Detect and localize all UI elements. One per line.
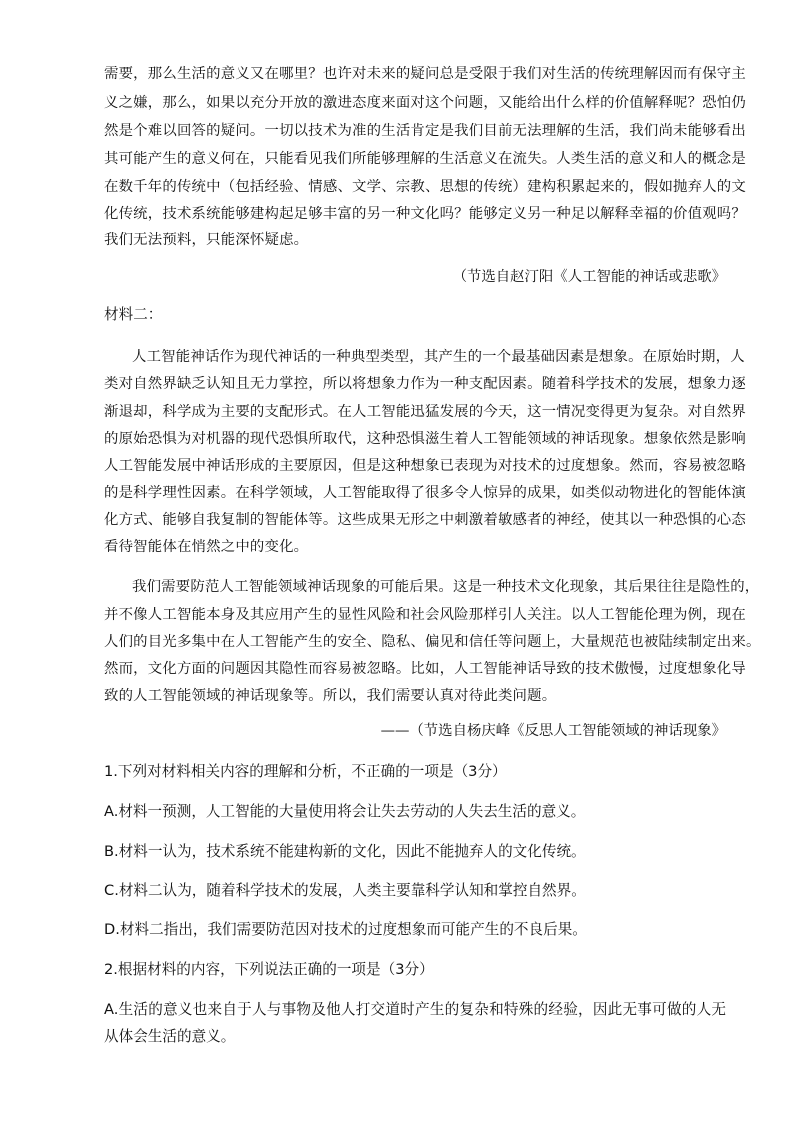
material2-para1-line: 人工智能发展中神话形成的主要原因，但是这种想象已表现为对技术的过度想象。然而，容易被忽略 (104, 458, 746, 474)
material2-para2-line: 人们的目光多集中在人工智能产生的安全、隐私、偏见和信任等问题上，大量规范也被陆续制定出来。 (104, 634, 761, 650)
material1-line: 需要，那么生活的意义又在哪里？也许对未来的疑问总是受限于我们对生活的传统理解因而有保守主 (104, 66, 746, 82)
question-1-option-d: D.材料二指出，我们需要防范因对技术的过度想象而可能产生的不良后果。 (104, 921, 587, 938)
material1-source: （节选自赵汀阳《人工智能的神话或悲歌》 (452, 269, 726, 285)
question-2-option-a-line: 从体会生活的意义。 (104, 1028, 236, 1045)
material2-para1-line: 人工智能神话作为现代神话的一种典型类型，其产生的一个最基础因素是想象。在原始时期，人 (132, 349, 745, 365)
material1-line: 然是个难以回答的疑问。一切以技术为准的生活肯定是我们目前无法理解的生活，我们尚未能够看出 (104, 123, 746, 139)
material1-line: 义之嫌，那么，如果以充分开放的激进态度来面对这个问题，又能给出什么样的价值解释呢？恐怕仍 (104, 95, 746, 111)
material2-para2-line: 并不像人工智能本身及其应用产生的显性风险和社会风险那样引人关注。以人工智能伦理为例，现在 (104, 607, 746, 623)
material1-line: 在数千年的传统中（包括经验、情感、文学、宗教、思想的传统）建构积累起来的，假如抛弃人的文 (104, 179, 746, 195)
material2-para1-line: 的是科学理性因素。在科学领域，人工智能取得了很多令人惊异的成果，如类似动物进化的智能体演 (104, 485, 746, 501)
material1-line: 其可能产生的意义何在，只能看见我们所能够理解的生活意义在流失。人类生活的意义和人的概念是 (104, 151, 746, 167)
question-1-option-b: B.材料一认为，技术系统不能建构新的文化，因此不能抛弃人的文化传统。 (104, 843, 586, 860)
question-1: 1.下列对材料相关内容的理解和分析，不正确的一项是（3分） (104, 763, 507, 780)
question-1-option-c: C.材料二认为，随着科学技术的发展，人类主要靠科学认知和掌控自然界。 (104, 882, 586, 899)
material1-line: 我们无法预料，只能深怀疑虑。 (104, 232, 309, 248)
question-2: 2.根据材料的内容，下列说法正确的一项是（3分） (104, 961, 434, 978)
material1-line: 化传统，技术系统能够建构起足够丰富的另一种文化吗？能够定义另一种足以解释幸福的价值观吗？ (104, 206, 746, 222)
question-1-option-a: A.材料一预测，人工智能的大量使用将会让失去劳动的人失去生活的意义。 (104, 803, 586, 820)
material2-para1-line: 化方式、能够自我复制的智能体等。这些成果无形之中刺激着敏感者的神经，使其以一种恐惧的心态 (104, 512, 746, 528)
material2-source: ——（节选自杨庆峰《反思人工智能领域的神话现象》 (380, 723, 726, 739)
material2-para2-line: 然而，文化方面的问题因其隐性而容易被忽略。比如，人工智能神话导致的技术傲慢，过度想象化导 (104, 661, 746, 677)
material2-para1-line: 类对自然界缺乏认知且无力掌控，所以将想象力作为一种支配因素。随着科学技术的发展，想象力逐 (104, 376, 746, 392)
material2-para2-line: 我们需要防范人工智能领域神话现象的可能后果。这是一种技术文化现象，其后果往往是隐性的， (132, 579, 760, 595)
material2-para1-line: 的原始恐惧为对机器的现代恐惧所取代，这种恐惧滋生着人工智能领域的神话现象。想象依然是影响 (104, 431, 746, 447)
question-2-option-a-line: A.生活的意义也来自于人与事物及他人打交道时产生的复杂和特殊的经验，因此无事可做的人无 (104, 1001, 726, 1018)
material2-para1-line: 看待智能体在悄然之中的变化。 (104, 539, 309, 555)
material2-para2-line: 致的人工智能领域的神话现象等。所以，我们需要认真对待此类问题。 (104, 688, 557, 704)
material2-label: 材料二： (104, 306, 163, 323)
material2-para1-line: 渐退却，科学成为主要的支配形式。在人工智能迅猛发展的今天，这一情况变得更为复杂。对自然界 (104, 404, 746, 420)
